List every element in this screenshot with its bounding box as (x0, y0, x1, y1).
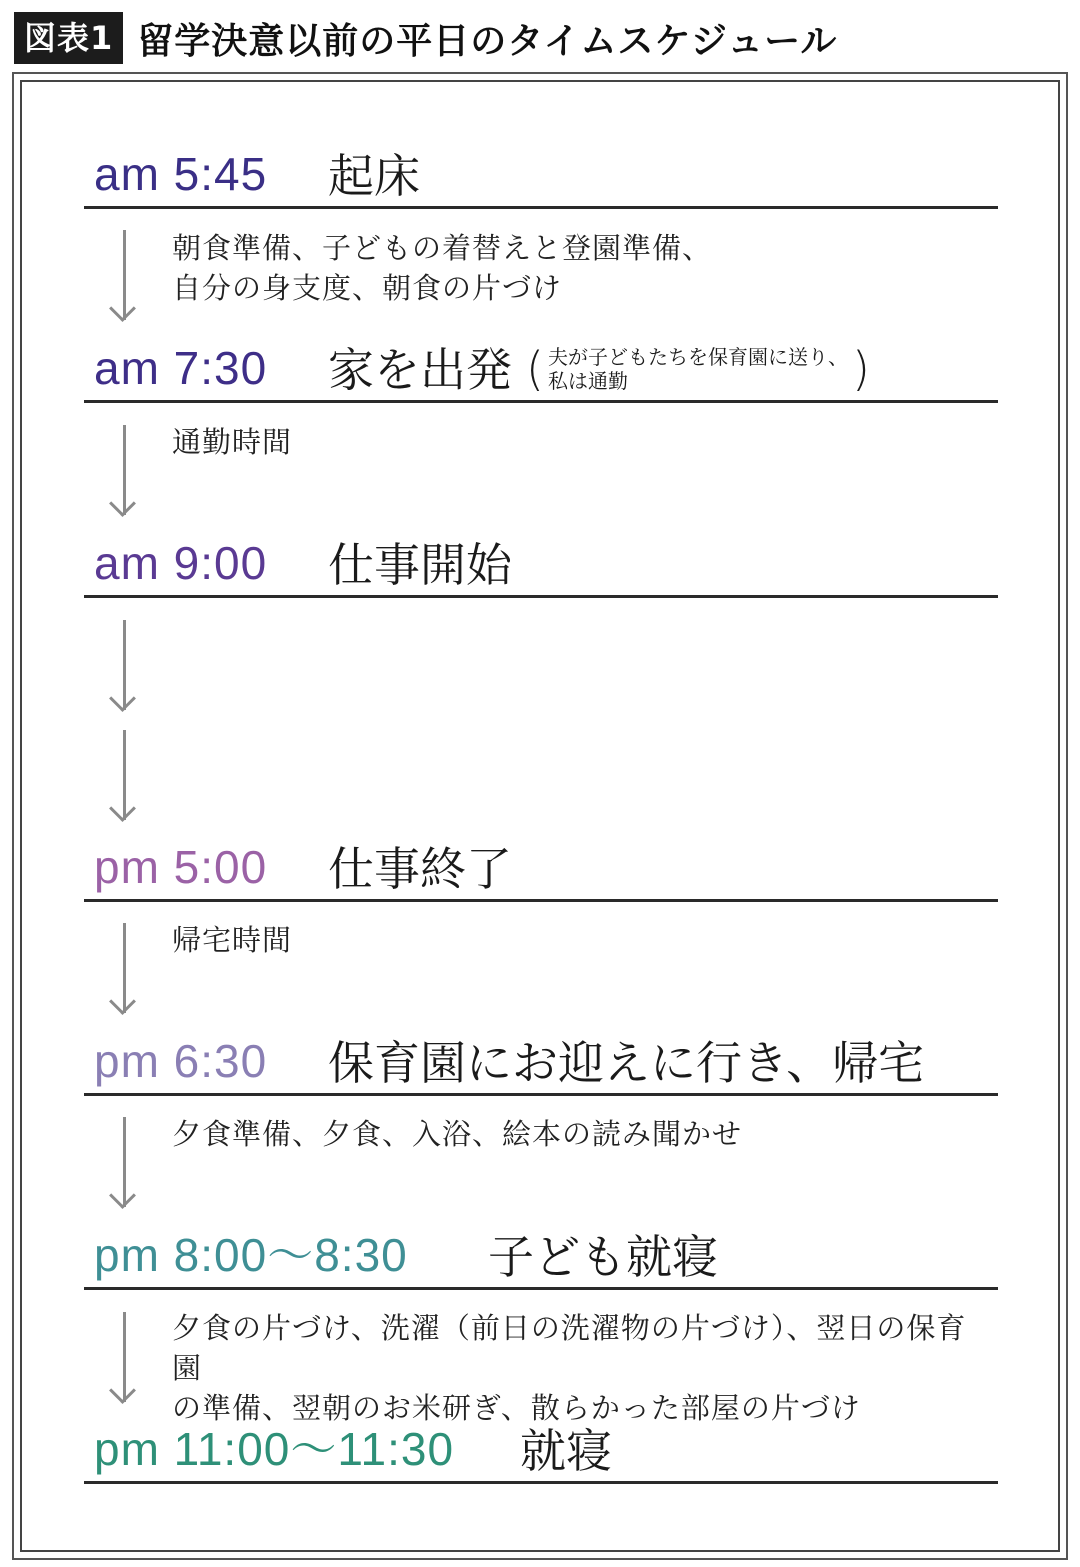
figure-number-badge: 図表1 (14, 12, 123, 64)
open-paren-icon: ( (526, 342, 544, 396)
row-divider (84, 595, 998, 598)
schedule-event: 就寝 (520, 1424, 612, 1478)
schedule-time: pm 8:00〜8:30 (94, 1229, 408, 1281)
activity-description: 通勤時間 (172, 425, 293, 459)
event-note-line: 夫が子どもたちを保育園に送り、 (547, 345, 848, 369)
schedule-event: 仕事終了 (328, 842, 512, 896)
down-arrow-icon (112, 1117, 136, 1207)
row-divider (84, 899, 998, 902)
schedule-row-leave-home (84, 333, 998, 403)
schedule-event: 起床 (328, 149, 420, 203)
row-divider (84, 1093, 998, 1096)
row-divider (84, 206, 998, 209)
down-arrow-icon (112, 230, 136, 320)
down-arrow-icon (112, 425, 136, 515)
activity-description (172, 1308, 992, 1428)
activity-description: 帰宅時間 (172, 923, 293, 957)
schedule-time: am 7:30 (94, 342, 268, 394)
activity-description (172, 228, 992, 308)
schedule-row-daycare-pickup (84, 1026, 998, 1096)
schedule-row-work-start (84, 528, 998, 598)
schedule-time: pm 6:30 (94, 1035, 268, 1087)
schedule-row-wakeup (84, 139, 998, 209)
activity-description: 夕食準備、夕食、入浴、絵本の読み聞かせ (172, 1117, 743, 1151)
schedule-event: 仕事開始 (328, 538, 512, 592)
activity-line: 夕食の片づけ、洗濯（前日の洗濯物の片づけ）、翌日の保育園 (172, 1311, 967, 1385)
down-arrow-icon (112, 730, 136, 820)
schedule-event: 保育園にお迎えに行き、帰宅 (328, 1036, 925, 1090)
row-divider (84, 400, 998, 403)
figure-header (14, 10, 837, 66)
activity-line: 自分の身支度、朝食の片づけ (172, 271, 563, 305)
schedule-time: pm 5:00 (94, 841, 268, 893)
figure-title: 留学決意以前の平日のタイムスケジュール (137, 20, 838, 62)
schedule-row-kids-bedtime (84, 1220, 998, 1290)
activity-line: 朝食準備、子どもの着替えと登園準備、 (172, 231, 713, 265)
down-arrow-icon (112, 620, 136, 710)
schedule-event: 子ども就寝 (488, 1230, 718, 1284)
schedule-time: pm 11:00〜11:30 (94, 1423, 455, 1475)
activity-line: の準備、翌朝のお米研ぎ、散らかった部屋の片づけ (172, 1391, 861, 1425)
row-divider (84, 1481, 998, 1484)
schedule-row-work-end (84, 832, 998, 902)
event-note (526, 342, 870, 396)
close-paren-icon: ) (851, 342, 870, 396)
schedule-event: 家を出発 (328, 343, 512, 397)
schedule-time: am 5:45 (94, 148, 268, 200)
row-divider (84, 1287, 998, 1290)
schedule-time: am 9:00 (94, 537, 268, 589)
down-arrow-icon (112, 1312, 136, 1402)
down-arrow-icon (112, 923, 136, 1013)
schedule-row-bedtime (84, 1414, 998, 1484)
event-note-line: 私は通勤 (547, 369, 628, 393)
